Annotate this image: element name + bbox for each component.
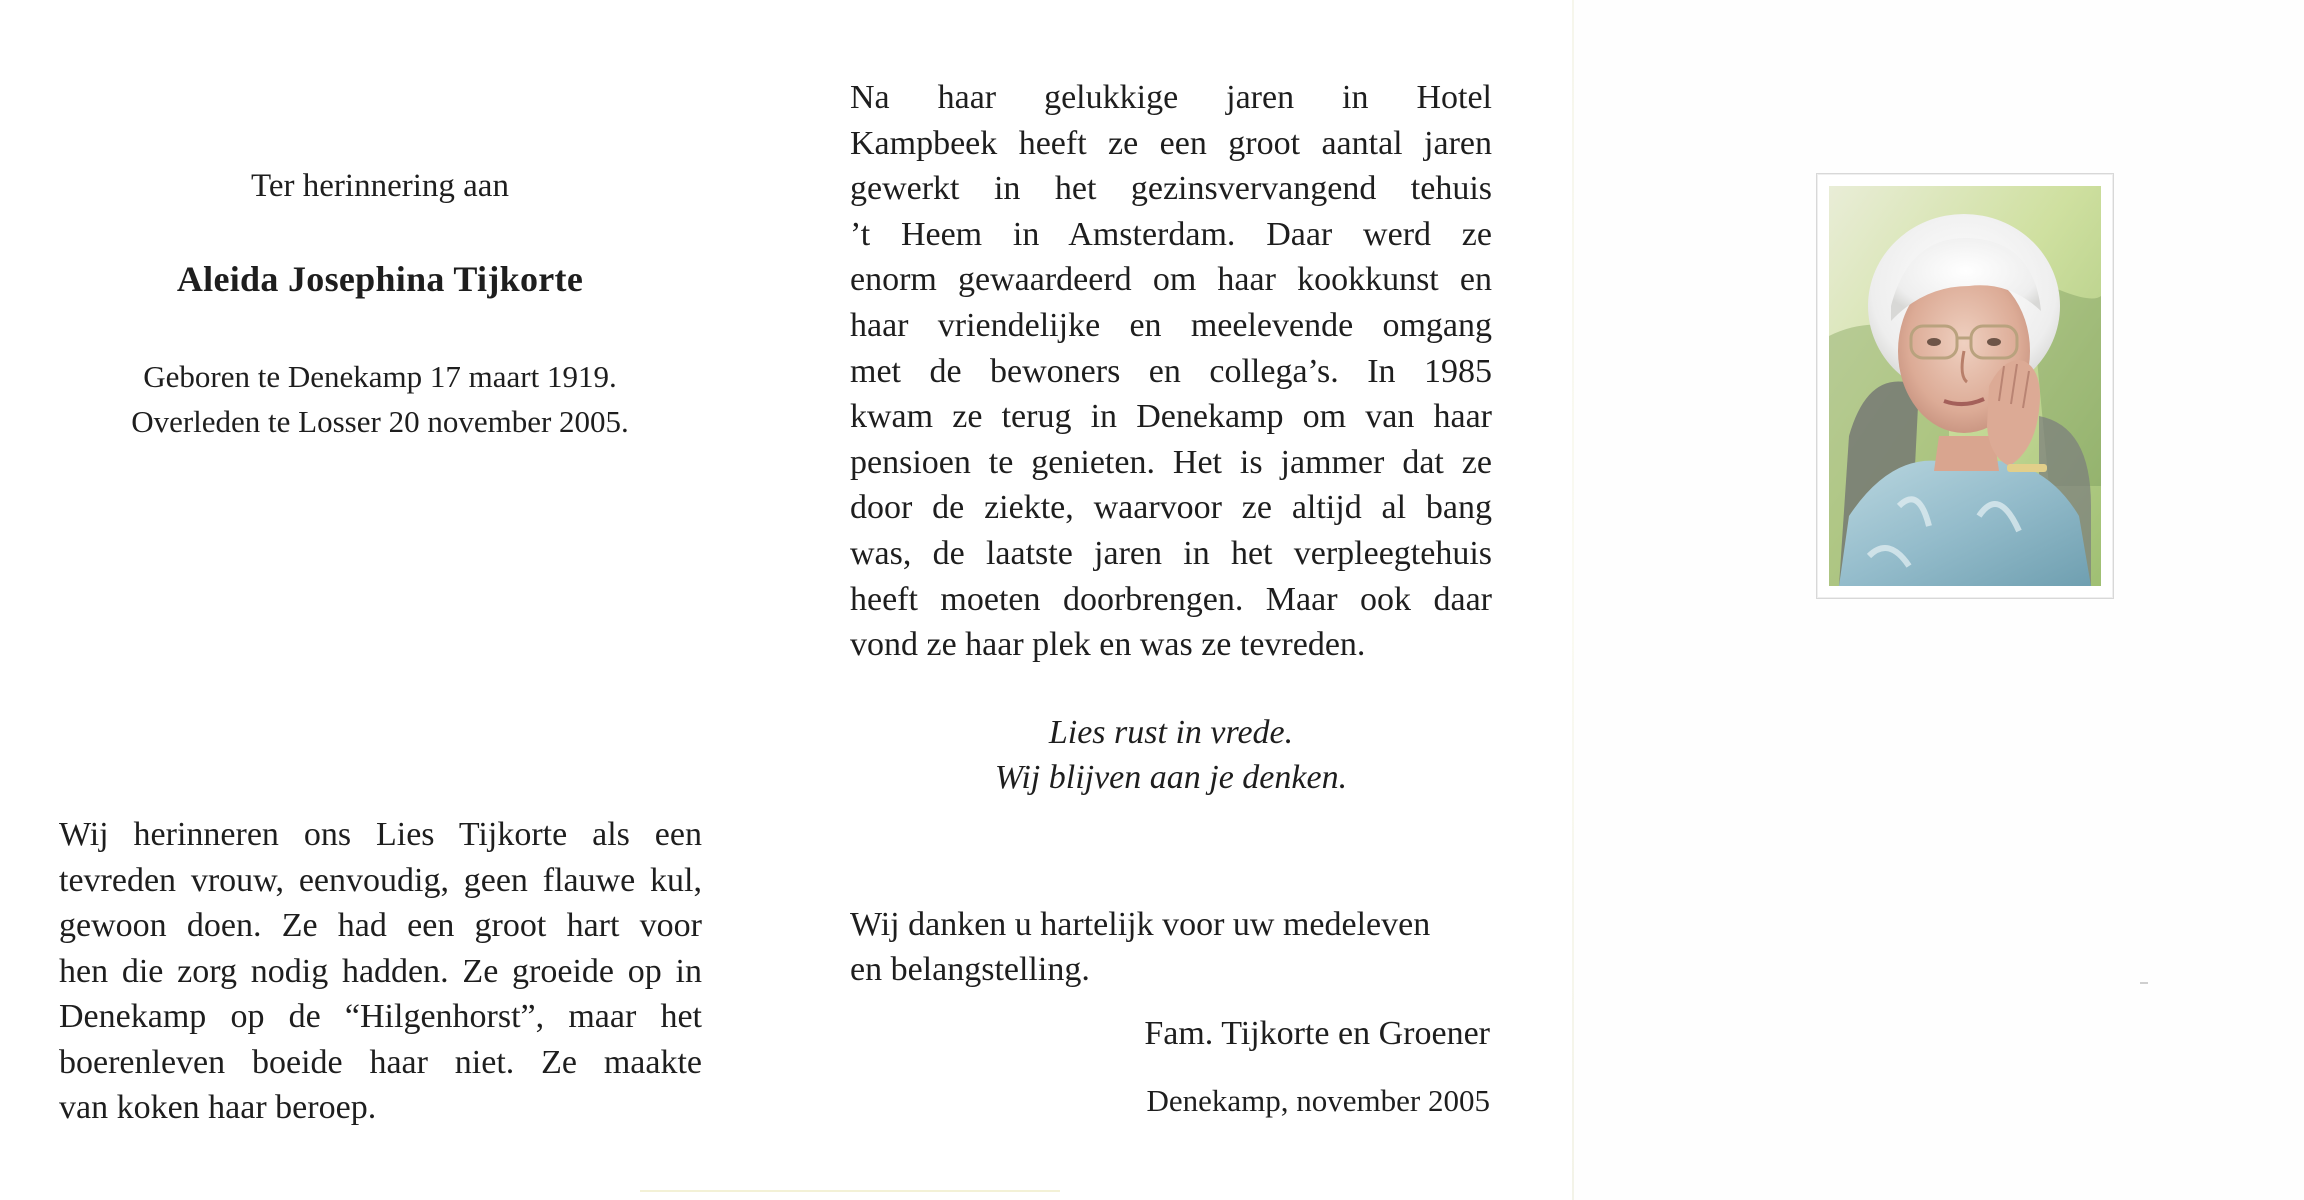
deceased-name: Aleida Josephina Tijkorte [176, 259, 584, 299]
paper-edge [640, 1190, 1060, 1192]
paragraph-line: Kampbeek heeft ze een groot aantal jaren [850, 124, 1492, 162]
intro-text: Ter herinnering aan [251, 168, 509, 204]
paragraph-line: was, de laatste jaren in het verpleegtehuis [850, 534, 1492, 572]
place-date: Denekamp, november 2005 [1146, 1083, 1490, 1118]
closing-verse [850, 710, 1492, 800]
paragraph-line: pensioen te genieten. Het is jammer dat ze [850, 443, 1492, 481]
fold-line [1572, 0, 1574, 1200]
paragraph-line: vond ze haar plek en was ze tevreden. [850, 626, 1366, 664]
thanks-line: Wij danken u hartelijk voor uw medeleven [850, 906, 1431, 943]
verse-line: Lies rust in vrede. [1048, 714, 1294, 751]
paragraph-line: gewoon doen. Ze had een groot hart voor [59, 907, 702, 944]
biography-paragraph [850, 75, 1492, 668]
life-dates [90, 354, 670, 444]
paragraph-line: van koken haar beroep. [59, 1089, 377, 1126]
paragraph-line: met de bewoners en collega’s. In 1985 [850, 352, 1492, 390]
paragraph-line: boerenleven boeide haar niet. Ze maakte [59, 1043, 702, 1081]
portrait-image [1829, 186, 2101, 586]
portrait-photo [1829, 186, 2101, 586]
death-line: Overleden te Losser 20 november 2005. [131, 404, 629, 439]
paragraph-line: heeft moeten doorbrengen. Maar ook daar [850, 580, 1492, 618]
paragraph-line: door de ziekte, waarvoor ze altijd al bang [850, 489, 1492, 527]
paragraph-line: hen die zorg nodig hadden. Ze groeide op in [59, 952, 702, 990]
family-signature: Fam. Tijkorte en Groener [1144, 1015, 1490, 1052]
paragraph-line: Wij herinneren ons Lies Tijkorte als een [59, 816, 702, 853]
paragraph-line: Na haar gelukkige jaren in Hotel [850, 79, 1492, 116]
birth-line: Geboren te Denekamp 17 maart 1919. [143, 359, 617, 394]
paragraph-line: ’t Heem in Amsterdam. Daar werd ze [850, 215, 1492, 253]
thanks-text [850, 902, 1510, 992]
paragraph-line: gewerkt in het gezinsvervangend tehuis [850, 170, 1492, 208]
paragraph-line: enorm gewaardeerd om haar kookkunst en [850, 261, 1492, 299]
portrait-frame [1816, 173, 2114, 599]
paragraph-line: haar vriendelijke en meelevende omgang [850, 306, 1492, 344]
paragraph-line: kwam ze terug in Denekamp om van haar [850, 398, 1492, 436]
paragraph-line: tevreden vrouw, eenvoudig, geen flauwe kul, [59, 861, 702, 899]
thanks-line: en belangstelling. [850, 951, 1090, 988]
verse-line: Wij blijven aan je denken. [994, 759, 1348, 796]
memory-paragraph [59, 812, 702, 1131]
paragraph-line: Denekamp op de “Hilgenhorst”, maar het [59, 998, 702, 1035]
paper-speck [2140, 982, 2148, 984]
